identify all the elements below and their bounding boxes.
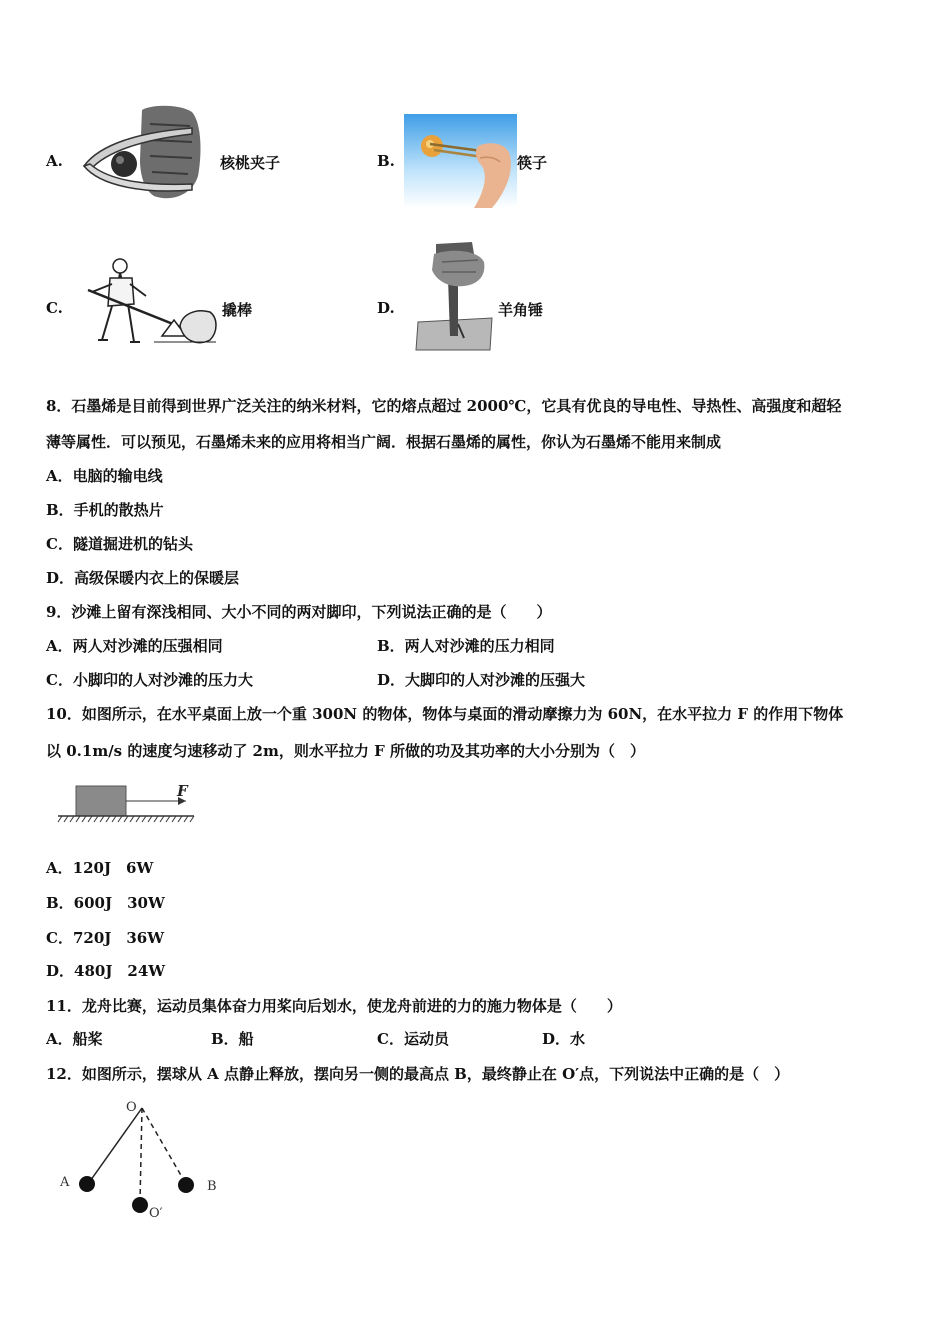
q9-option-a: A．两人对沙滩的压强相同	[46, 637, 223, 655]
q10-stem-line2: 以 0.1m/s 的速度匀速移动了 2m，则水平拉力 F 所做的功及其功率的大小分别为（ ）	[46, 742, 645, 760]
q10-option-c: C．720J 36W	[46, 929, 165, 947]
q9-option-d: D．大脚印的人对沙滩的压强大	[377, 671, 586, 689]
claw-hammer-icon	[414, 238, 494, 352]
q7-option-d-caption: 羊角锤	[498, 301, 544, 319]
q11-option-c: C．运动员	[377, 1030, 449, 1048]
q7-option-b-letter: B.	[377, 152, 395, 170]
q8-option-d: D．高级保暖内衣上的保暖层	[46, 569, 240, 587]
pendulum-label-b: B	[207, 1179, 217, 1194]
q8-option-c: C．隧道掘进机的钻头	[46, 535, 193, 553]
q11-option-d: D．水	[542, 1030, 586, 1048]
chopsticks-icon	[404, 114, 517, 208]
q8-option-b: B．手机的散热片	[46, 501, 164, 519]
q9-option-c: C．小脚印的人对沙滩的压力大	[46, 671, 253, 689]
q8-option-a: A．电脑的输电线	[46, 467, 163, 485]
q12-stem: 12．如图所示，摆球从 A 点静止释放，摆向另一侧的最高点 B，最终静止在 O′点，下列说法中正确的是（ ）	[46, 1065, 790, 1083]
q9-stem: 9．沙滩上留有深浅相同、大小不同的两对脚印，下列说法正确的是（ ）	[46, 603, 552, 621]
q10-option-b: B．600J 30W	[46, 894, 165, 912]
q11-option-b: B．船	[211, 1030, 254, 1048]
pendulum-label-o-prime: O′	[149, 1206, 163, 1220]
crowbar-icon	[84, 256, 220, 348]
q11-option-a: A．船桨	[46, 1030, 103, 1048]
q11-stem: 11．龙舟比赛，运动员集体奋力用桨向后划水，使龙舟前进的力的施力物体是（ ）	[46, 997, 622, 1015]
q10-stem-line1: 10．如图所示，在水平桌面上放一个重 300N 的物体，物体与桌面的滑动摩擦力为 60N，在水平拉力 F 的作用下物体	[46, 705, 844, 723]
pendulum-label-a: A	[60, 1175, 70, 1190]
pendulum-ball-a	[79, 1176, 95, 1192]
pendulum-ball-o-prime	[132, 1197, 148, 1213]
pendulum-diagram	[56, 1096, 226, 1220]
force-label: F	[177, 782, 188, 800]
q7-option-a-letter: A.	[46, 152, 63, 170]
q7-option-c-caption: 撬棒	[222, 301, 253, 319]
q10-option-d: D．480J 24W	[46, 962, 166, 980]
q8-stem-line1: 8．石墨烯是目前得到世界广泛关注的纳米材料，它的熔点超过 2000℃，它具有优良的导电性、导热性、高强度和超轻	[46, 397, 842, 415]
q7-option-a-caption: 核桃夹子	[220, 154, 281, 172]
q7-option-c-letter: C.	[46, 299, 63, 317]
q7-option-d-letter: D.	[377, 299, 395, 317]
pendulum-ball-b	[178, 1177, 194, 1193]
q10-option-a: A．120J 6W	[46, 859, 154, 877]
q9-option-b: B．两人对沙滩的压力相同	[377, 637, 555, 655]
block-force-diagram	[56, 780, 196, 824]
pendulum-label-o: O	[126, 1100, 137, 1115]
q8-stem-line2: 薄等属性．可以预见，石墨烯未来的应用将相当广阔．根据石墨烯的属性，你认为石墨烯不能用来制成	[46, 433, 722, 451]
nutcracker-icon	[80, 104, 210, 202]
q7-option-b-caption: 筷子	[517, 154, 548, 172]
